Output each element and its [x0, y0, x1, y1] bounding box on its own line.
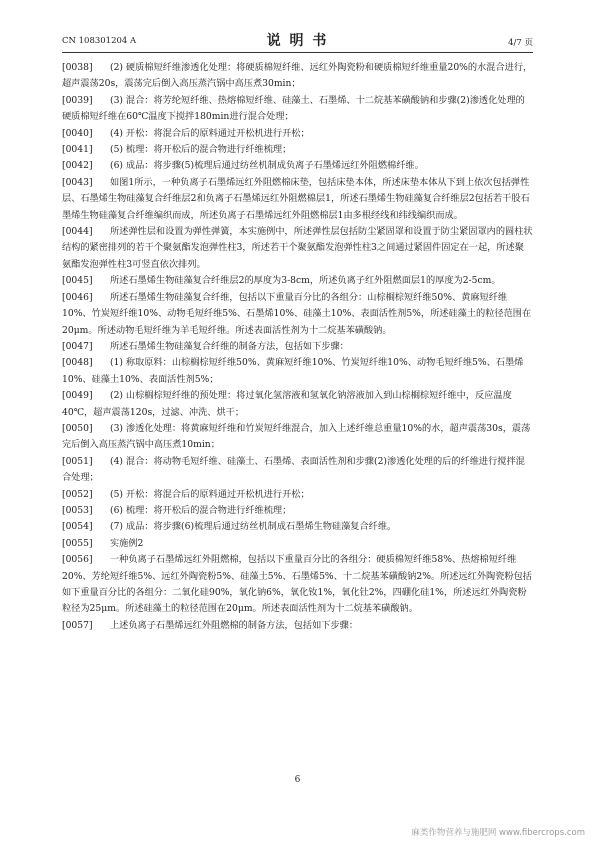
paragraph-number: [0049]	[62, 390, 93, 402]
paragraph	[62, 421, 533, 454]
paragraph	[62, 290, 533, 339]
paragraph-number: [0051]	[62, 455, 93, 467]
document-body	[62, 60, 533, 634]
paragraph-text: 所述石墨烯生物硅藻复合纤维层2的厚度为3-8cm，所述负离子红外阻燃面层1的厚度为2-5cm。	[110, 275, 501, 287]
paragraph-text: 如图1所示，一种负离子石墨烯远红外阻燃棉床垫，包括床垫本体，所述床垫本体从下到上依次包括弹性层、石墨烯生物硅藻复合纤维层2和负离子石墨烯远红外阻燃棉层1，所述石墨烯生物硅藻复合纤维层2包括若干股石墨烯生物硅藻复合纤维编织而成，所述负离子石墨烯远红外阻燃棉层1由多根经线和纬线编织而成。	[62, 176, 530, 221]
paragraph	[62, 454, 533, 487]
paragraph	[62, 339, 533, 355]
paragraph-text: (3) 混合：将芳纶短纤维、热熔棉短纤维、硅藻土、石墨烯、十二烷基苯磺酸钠和步骤(2)渗透化处理的硬质棉短纤维在60℃温度下搅拌180min进行混合处理；	[62, 94, 525, 123]
paragraph	[62, 126, 533, 142]
paragraph	[62, 536, 533, 552]
paragraph	[62, 273, 533, 289]
page-header	[62, 30, 533, 53]
document-number: CN 108301204 A	[62, 36, 137, 46]
paragraph-number: [0044]	[62, 226, 93, 238]
paragraph-text: 实施例2	[110, 537, 144, 549]
paragraph	[62, 618, 533, 634]
paragraph-number: [0056]	[62, 554, 93, 566]
page-of-total: 4/7 页	[508, 38, 533, 48]
paragraph-number: [0047]	[62, 340, 93, 352]
paragraph-number: [0050]	[62, 422, 93, 434]
paragraph-number: [0048]	[62, 357, 93, 369]
paragraph	[62, 175, 533, 224]
paragraph	[62, 388, 533, 421]
paragraph-number: [0039]	[62, 94, 93, 106]
paragraph-number: [0057]	[62, 619, 93, 631]
paragraph-text: (7) 成品：将步骤(6)梳理后通过纺丝机制成石墨烯生物硅藻复合纤维。	[110, 521, 397, 533]
paragraph	[62, 158, 533, 174]
document-title: 说 明 书	[266, 33, 329, 49]
paragraph-text: (4) 开松：将混合后的原料通过开松机进行开松；	[110, 127, 310, 139]
paragraph-number: [0054]	[62, 521, 93, 533]
paragraph-text: (5) 开松：将混合后的原料通过开松机进行开松；	[110, 488, 310, 500]
paragraph-number: [0053]	[62, 504, 93, 516]
paragraph-number: [0045]	[62, 275, 93, 287]
paragraph-number: [0052]	[62, 488, 93, 500]
paragraph-number: [0041]	[62, 144, 93, 156]
paragraph	[62, 142, 533, 158]
paragraph-number: [0046]	[62, 291, 93, 303]
paragraph-text: (4) 混合：将动物毛短纤维、硅藻土、石墨烯、表面活性剂和步骤(2)渗透化处理的后的纤维进行搅拌混合处理；	[62, 455, 525, 484]
paragraph-text: 上述负离子石墨烯远红外阻燃棉的制备方法，包括如下步骤：	[110, 619, 359, 631]
paragraph-text: (1) 称取原料：山棕榈棕短纤维50%、黄麻短纤维10%、竹炭短纤维10%、动物毛短纤维5%、石墨烯10%、硅藻土10%、表面活性剂5%；	[62, 357, 524, 385]
paragraph-text: (5) 梳理：将开松后的混合物进行纤维梳理；	[110, 144, 292, 156]
paragraph-text: (2) 硬质棉短纤维渗透化处理：将硬质棉短纤维、远红外陶瓷粉和硬质棉短纤维重量20%的水混合进行，超声震荡20s，震荡完后倒入高压蒸汽锅中高压煮30min；	[62, 62, 533, 90]
paragraph-text: 所述石墨烯生物硅藻复合纤维，包括以下重量百分比的各组分：山棕榈棕短纤维50%、黄麻短纤维10%、竹炭短纤维10%、动物毛短纤维5%、石墨烯10%、硅藻土10%、表面活性剂5%，所述硅藻土的粒径范围在20μm。所述动物毛短纤维为羊毛短纤维。所述表面活性剂为十二烷基苯磺酸钠。	[62, 291, 532, 336]
paragraph	[62, 60, 533, 93]
paragraph-text: 所述石墨烯生物硅藻复合纤维的制备方法，包括如下步骤：	[110, 340, 349, 352]
paragraph-text: 一种负离子石墨烯远红外阻燃棉，包括以下重量百分比的各组分：硬质棉短纤维58%、热熔棉短纤维20%、芳纶短纤维5%、远红外陶瓷粉5%、硅藻土5%、石墨烯5%、十二烷基苯磺酸钠2%。所述远红外陶瓷粉包括如下重量百分比的各组分：二氧化硅90%，氧化钠6%，氧化钕1%，氧化钍2%，四硼化硅1%，所述远红外陶瓷粉粒径为25μm。所述硅藻土的粒径范围在20μm。所述表面活性剂为十二烷基苯磺酸钠。	[62, 554, 532, 615]
paragraph	[62, 552, 533, 618]
watermark: 麻类作物营养与施肥网 www.fibercrops.com	[411, 828, 585, 838]
paragraph-text: (3) 渗透化处理：将黄麻短纤维和竹炭短纤维混合，加入上述纤维总重量10%的水，超声震荡30s，震荡完后倒入高压蒸汽锅中高压煮10min；	[62, 422, 531, 451]
paragraph-text: (6) 梳理：将开松后的混合物进行纤维梳理；	[110, 504, 292, 516]
paragraph	[62, 503, 533, 519]
paragraph	[62, 224, 533, 273]
paragraph-text: (2) 山棕榈棕短纤维的预处理：将过氧化氢溶液和氢氧化钠溶液加入到山棕榈棕短纤维中，反应温度40℃，超声震荡120s，过滤、冲洗、烘干；	[62, 390, 512, 418]
paragraph	[62, 355, 533, 388]
paragraph-text: 所述弹性层和设置为弹性弹簧，本实施例中，所述弹性层包括防尘紧固罩和设置于防尘紧固罩内的圆柱状结构的紧密排列的若干个聚氨酯发泡弹性柱3，所述若干个聚氨酯发泡弹性柱3之间通过紧固件固定在一起，所述聚氨酯发泡弹性柱3可竖直依次排列。	[62, 226, 533, 270]
page-number: 6	[294, 775, 301, 785]
paragraph-number: [0038]	[62, 62, 93, 73]
paragraph-number: [0040]	[62, 127, 93, 139]
paragraph-number: [0055]	[62, 537, 93, 549]
paragraph	[62, 93, 533, 126]
paragraph-number: [0042]	[62, 160, 93, 172]
paragraph	[62, 487, 533, 503]
paragraph-text: (6) 成品：将步骤(5)梳理后通过纺丝机制成负离子石墨烯远红外阻燃棉纤维。	[110, 160, 424, 172]
paragraph-number: [0043]	[62, 176, 93, 188]
paragraph	[62, 519, 533, 535]
